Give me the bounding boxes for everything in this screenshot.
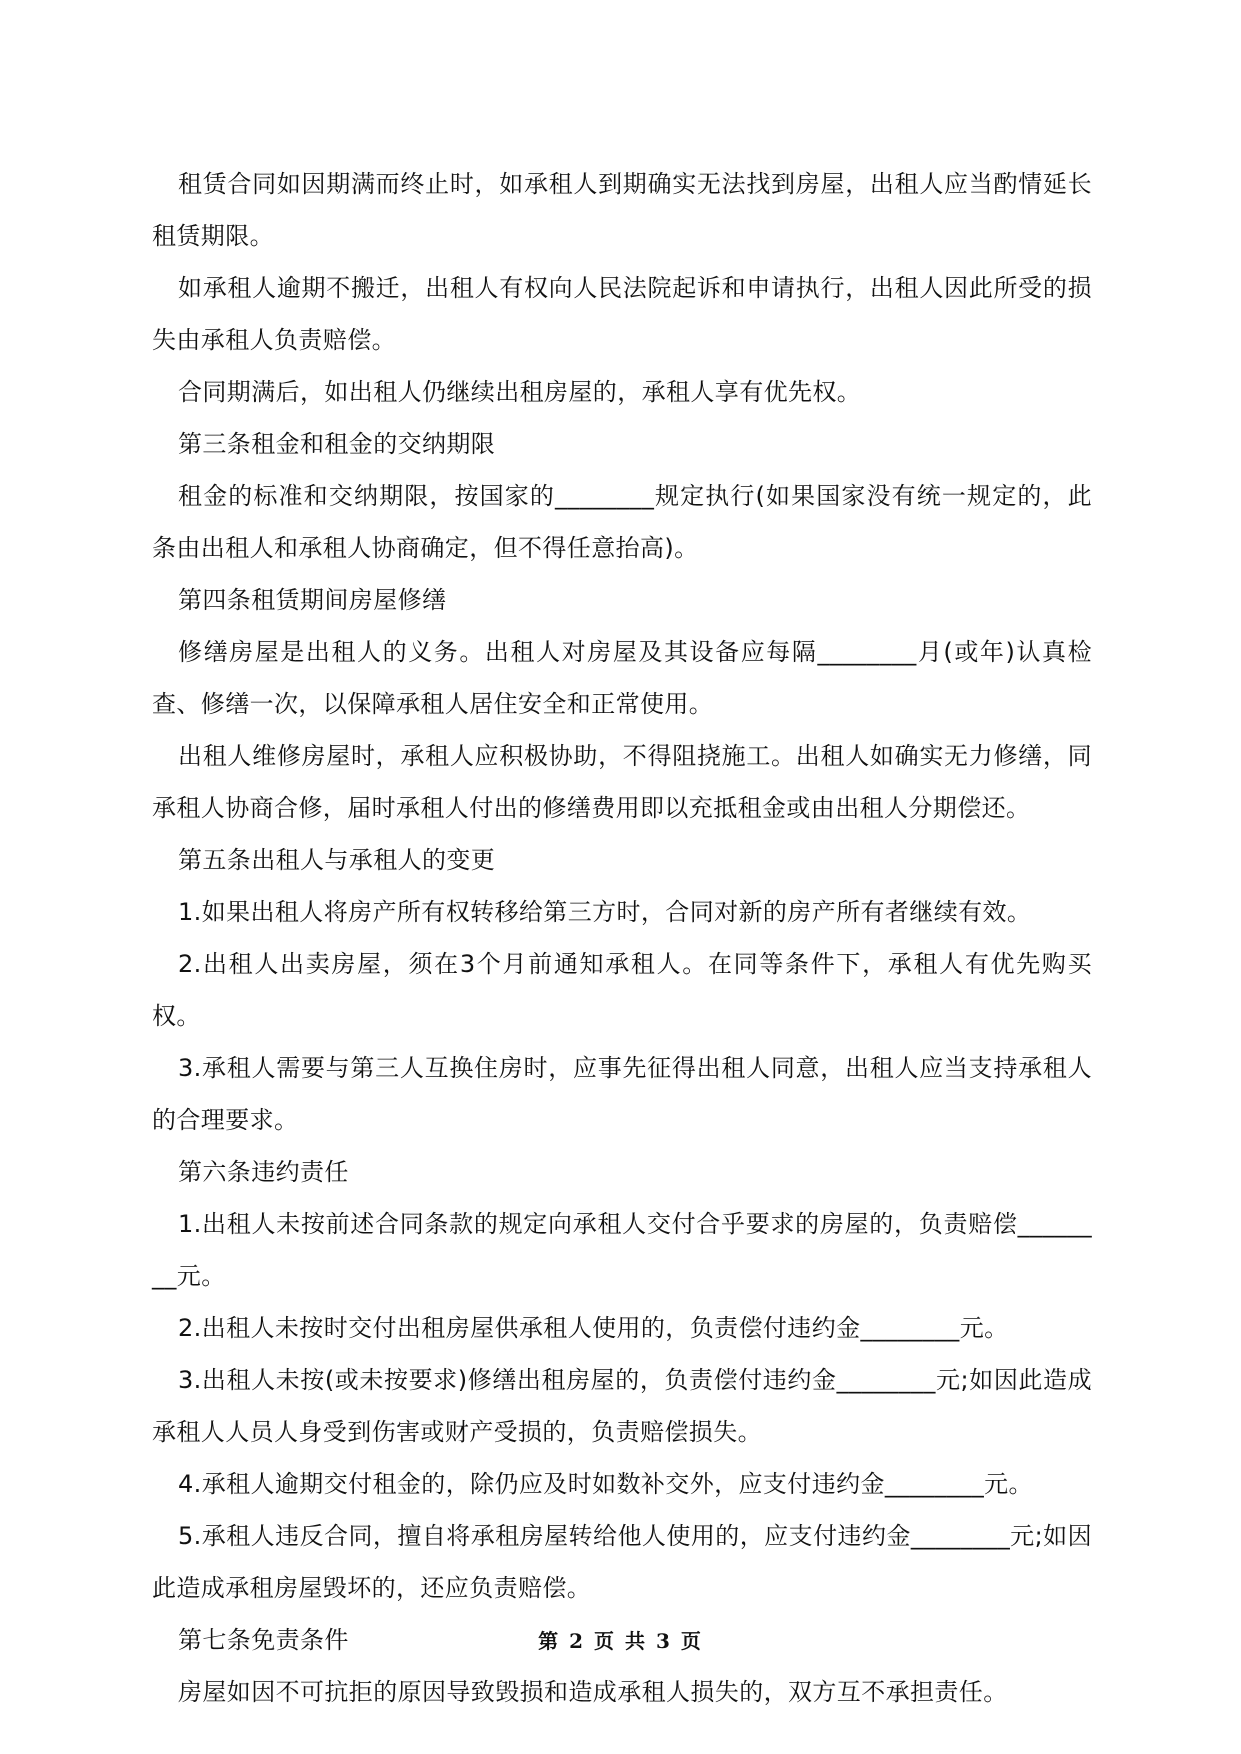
article-4-heading: 第四条租赁期间房屋修缮 [178,586,447,614]
paragraph-breach-2: 2.出租人未按时交付出租房屋供承租人使用的，负责偿付违约金________元。 [178,1314,1009,1342]
paragraph-force-majeure: 房屋如因不可抗拒的原因导致毁损和造成承租人损失的，双方互不承担责任。 [178,1678,1008,1706]
paragraph-breach-3: 3.出租人未按(或未按要求)修缮出租房屋的，负责偿付违约金________元;如因此造成承租人人员人身受到伤害或财产受损的，负责赔偿损失。 [152,1366,1092,1446]
paragraph-rent-standard: 租金的标准和交纳期限，按国家的________规定执行(如果国家没有统一规定的，此条由出租人和承租人协商确定，但不得任意抬高)。 [152,482,1092,562]
paragraph-change-2: 2.出租人出卖房屋，须在3个月前通知承租人。在同等条件下，承租人有优先购买权。 [152,950,1092,1030]
paragraph-repair-duty: 修缮房屋是出租人的义务。出租人对房屋及其设备应每隔________月(或年)认真检查、修缮一次，以保障承租人居住安全和正常使用。 [152,638,1092,718]
paragraph-change-1: 1.如果出租人将房产所有权转移给第三方时，合同对新的房产所有者继续有效。 [178,898,1032,926]
paragraph-priority-right: 合同期满后，如出租人仍继续出租房屋的，承租人享有优先权。 [178,378,862,406]
article-6-heading: 第六条违约责任 [178,1158,349,1186]
document-body [152,158,1092,1718]
paragraph-breach-5: 5.承租人违反合同，擅自将承租房屋转给他人使用的，应支付违约金________元;如因此造成承租房屋毁坏的，还应负责赔偿。 [152,1522,1092,1602]
paragraph-lease-extension: 租赁合同如因期满而终止时，如承租人到期确实无法找到房屋，出租人应当酌情延长租赁期限。 [152,170,1092,250]
paragraph-overdue-move: 如承租人逾期不搬迁，出租人有权向人民法院起诉和申请执行，出租人因此所受的损失由承租人负责赔偿。 [152,274,1092,354]
paragraph-repair-cooperation: 出租人维修房屋时，承租人应积极协助，不得阻挠施工。出租人如确实无力修缮，同承租人协商合修，届时承租人付出的修缮费用即以充抵租金或由出租人分期偿还。 [152,742,1092,822]
article-7-heading: 第七条免责条件 [178,1626,349,1654]
article-5-heading: 第五条出租人与承租人的变更 [178,846,496,874]
page-number-footer: 第 2 页 共 3 页 [538,1629,703,1653]
paragraph-change-3: 3.承租人需要与第三人互换住房时，应事先征得出租人同意，出租人应当支持承租人的合理要求。 [152,1054,1092,1134]
paragraph-breach-4: 4.承租人逾期交付租金的，除仍应及时如数补交外，应支付违约金________元。 [178,1470,1033,1498]
paragraph-breach-1: 1.出租人未按前述合同条款的规定向承租人交付合乎要求的房屋的，负责赔偿________元。 [152,1210,1092,1290]
article-3-heading: 第三条租金和租金的交纳期限 [178,430,496,458]
